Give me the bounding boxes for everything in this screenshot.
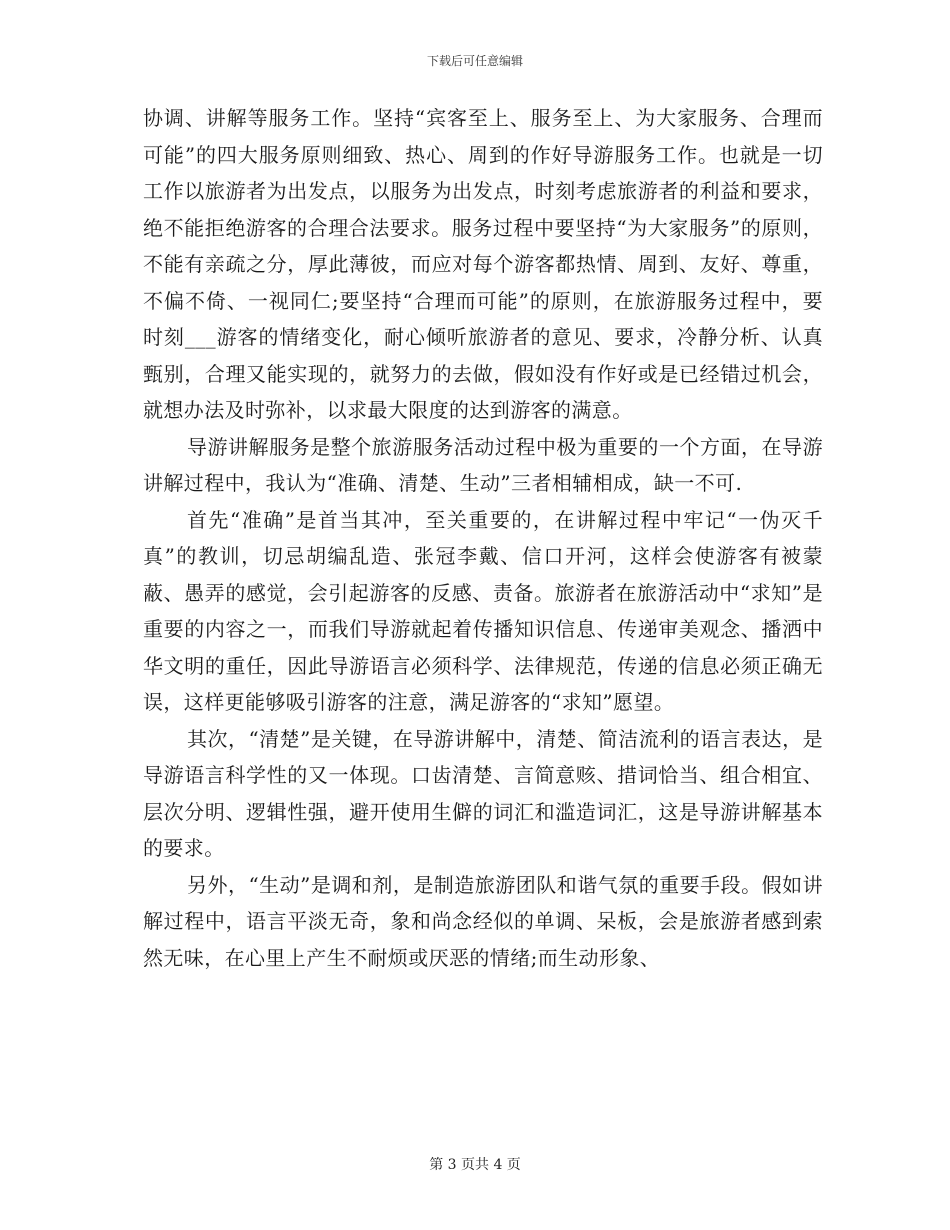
page-header: 下载后可任意编辑	[426, 54, 523, 68]
paragraph-accuracy: 首先“准确”是首当其冲，至关重要的，在讲解过程中牢记“一伪灭千真”的教训，切忌胡编乱造、张冠李戴、信口开河，这样会使游客有被蒙蔽、愚弄的感觉，会引起游客的反感、责备。旅游者在旅游活动中“求知”是重要的内容之一，而我们导游就起着传播知识信息、传递审美观念、播洒中华文明的重任，因此导游语言必须科学、法律规范，传递的信息必须正确无误，这样更能够吸引游客的注意，满足游客的“求知”愿望。	[143, 507, 823, 714]
paragraph-service-principles: 协调、讲解等服务工作。坚持“宾客至上、服务至上、为大家服务、合理而可能”的四大服务原则细致、热心、周到的作好导游服务工作。也就是一切工作以旅游者为出发点，以服务为出发点，时刻考虑旅游者的利益和要求，绝不能拒绝游客的合理合法要求。服务过程中要坚持“为大家服务”的原则，不能有亲疏之分，厚此薄彼，而应对每个游客都热情、周到、友好、尊重，不偏不倚、一视同仁;要坚持“合理而可能”的原则，在旅游服务过程中，要时刻___游客的情绪变化，耐心倾听旅游者的意见、要求，冷静分析、认真甄别，合理又能实现的，就努力的去做，假如没有作好或是已经错过机会，就想办法及时弥补，以求最大限度的达到游客的满意。	[143, 106, 823, 422]
document-body	[143, 100, 823, 976]
paragraph-clarity: 其次，“清楚”是关键，在导游讲解中，清楚、简洁流利的语言表达，是导游语言科学性的又一体现。口齿清楚、言简意赅、措词恰当、组合相宜、层次分明、逻辑性强，避开使用生僻的词汇和滥造词汇，这是导游讲解基本的要求。	[143, 726, 823, 860]
paragraph-guide-explanation: 导游讲解服务是整个旅游服务活动过程中极为重要的一个方面，在导游讲解过程中，我认为“准确、清楚、生动”三者相辅相成，缺一不可.	[143, 434, 823, 495]
paragraph-vividness: 另外，“生动”是调和剂，是制造旅游团队和谐气氛的重要手段。假如讲解过程中，语言平淡无奇，象和尚念经似的单调、呆板，会是旅游者感到索然无味，在心里上产生不耐烦或厌恶的情绪;而生动形象、	[143, 872, 823, 970]
page-number-footer: 第 3 页共 4 页	[429, 1157, 521, 1173]
